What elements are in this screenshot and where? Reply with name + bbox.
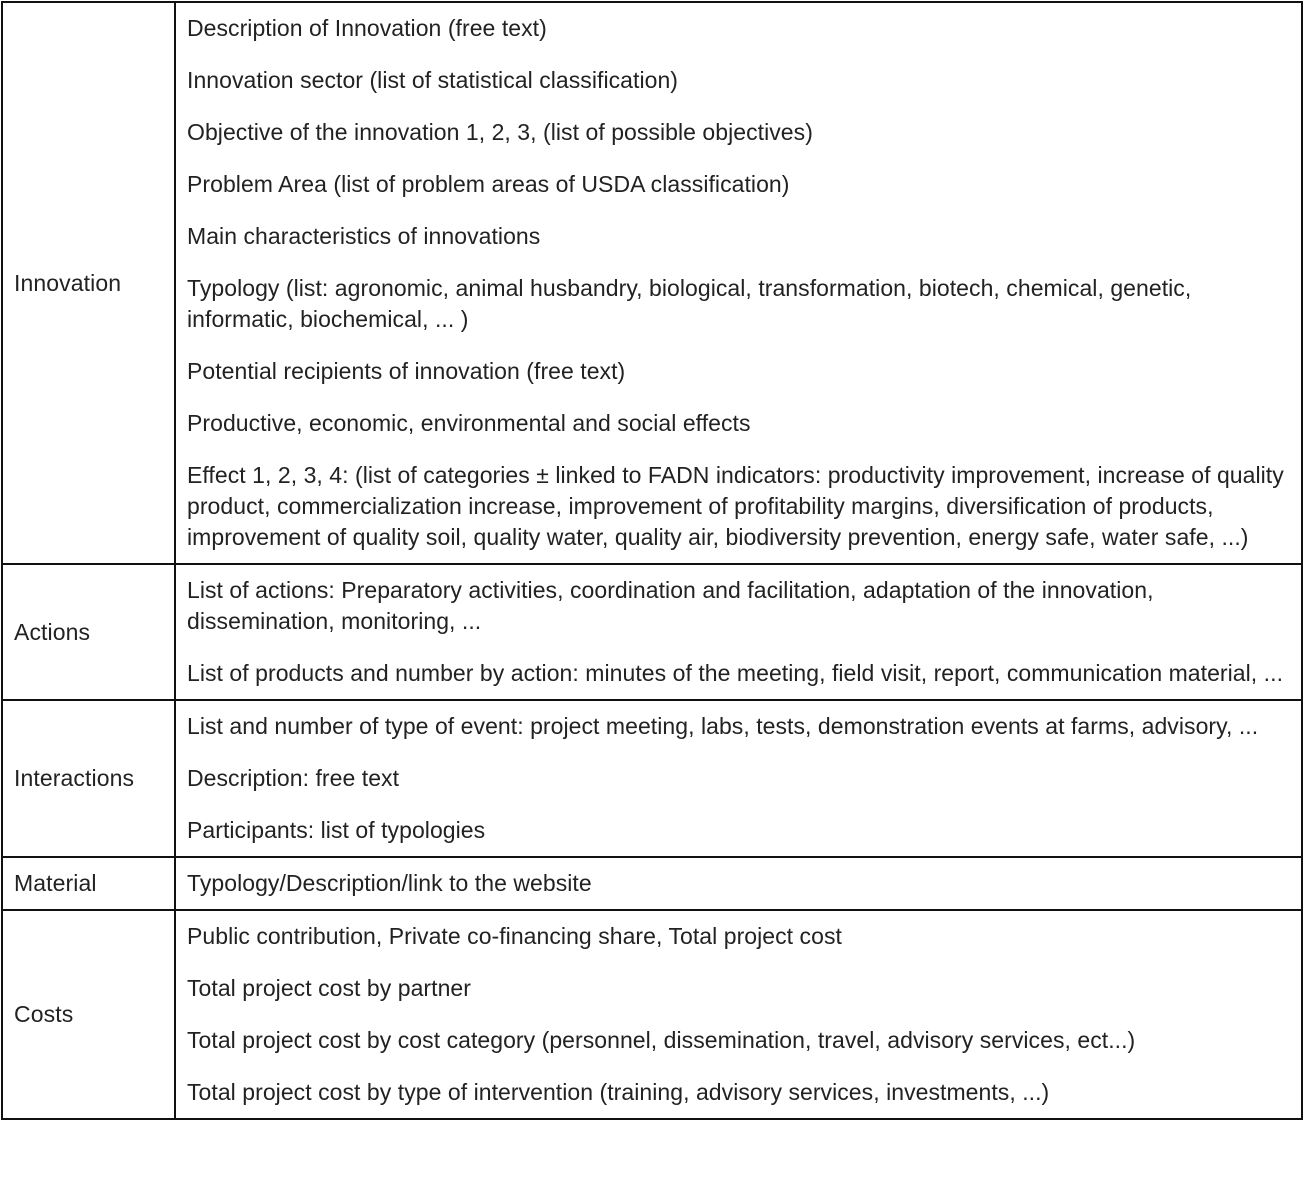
items-costs [175,910,1302,1119]
list-item: Public contribution, Private co-financing share, Total project cost [187,923,842,949]
table-row-actions [2,564,1302,700]
list-item: Productive, economic, environmental and social effects [187,397,1301,449]
table-row-material [2,857,1302,910]
list-item: List of actions: Preparatory activities, coordination and facilitation, adaptation of the innovation, dissemination, monitoring, ... [187,577,1154,634]
list-item: Effect 1, 2, 3, 4: (list of categories ± linked to FADN indicators: productivity improvement, increase of quality product, commercialization increase, improvement of profitability margins, diversification of products, improvement of quality soil, quality water, quality air, biodiversity prevention, energy safe, water safe, ...) [187,449,1301,563]
info-table [1,1,1303,1120]
list-item: Objective of the innovation 1, 2, 3, (list of possible objectives) [187,106,1301,158]
list-item: Potential recipients of innovation (free text) [187,345,1301,397]
list-item: Innovation sector (list of statistical classification) [187,54,1301,106]
items-interactions [175,700,1302,857]
list-item: Typology (list: agronomic, animal husbandry, biological, transformation, biotech, chemical, genetic, informatic, biochemical, ... ) [187,262,1301,345]
list-item: Description: free text [187,752,1301,804]
category-innovation: Innovation [2,2,175,564]
items-actions [175,564,1302,700]
items-innovation [175,2,1302,564]
list-item: Total project cost by partner [187,962,1301,1014]
list-item: Description of Innovation (free text) [187,15,547,41]
list-item: Total project cost by type of intervention (training, advisory services, investments, ...) [187,1066,1301,1118]
category-interactions: Interactions [2,700,175,857]
list-item: Typology/Description/link to the website [187,870,592,896]
list-item: Problem Area (list of problem areas of USDA classification) [187,158,1301,210]
items-material [175,857,1302,910]
category-costs: Costs [2,910,175,1119]
table-row-innovation [2,2,1302,564]
list-item: Total project cost by cost category (personnel, dissemination, travel, advisory services, ect...) [187,1014,1301,1066]
list-item: Main characteristics of innovations [187,210,1301,262]
table-row-interactions [2,700,1302,857]
category-actions: Actions [2,564,175,700]
list-item: Participants: list of typologies [187,804,1301,856]
category-material: Material [2,857,175,910]
table-row-costs [2,910,1302,1119]
list-item: List of products and number by action: minutes of the meeting, field visit, report, communication material, ... [187,647,1301,699]
list-item: List and number of type of event: project meeting, labs, tests, demonstration events at farms, advisory, ... [187,713,1259,739]
